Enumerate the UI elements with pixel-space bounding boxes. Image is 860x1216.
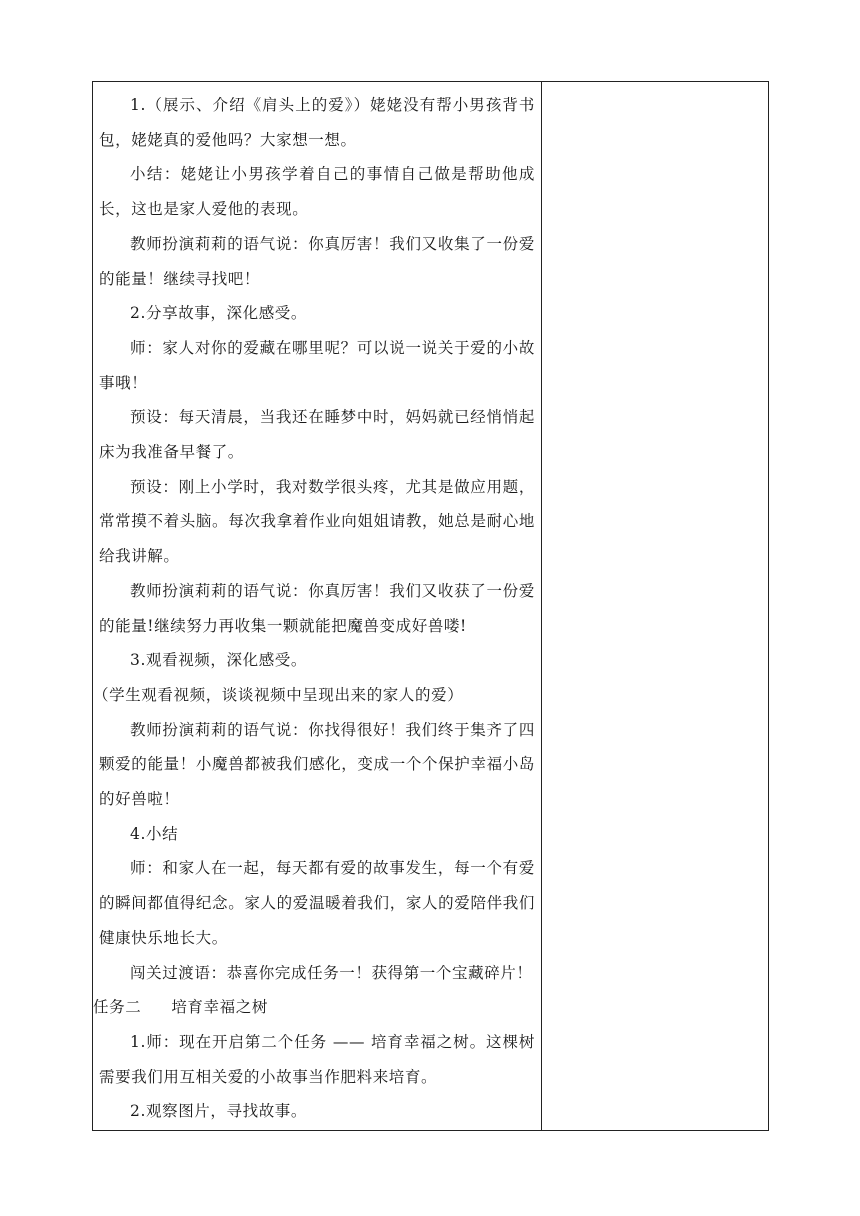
paragraph-4: 2.分享故事，深化感受。 [130,304,307,323]
paragraph-14: 闯关过渡语：恭喜你完成任务一！获得第一个宝藏碎片！ [130,963,533,982]
task-heading [93,990,535,1025]
task-heading-label: 任务二 [93,998,142,1017]
paragraph-16: 2.观察图片，寻找故事。 [130,1102,307,1121]
paragraph-5: 师：家人对你的爱藏在哪里呢？可以说一说关于爱的小故事哦！ [99,338,535,392]
paragraph-15: 1.师：现在开启第二个任务 —— 培育幸福之树。这棵树需要我们用互相关爱的小故事当作肥料来培育。 [99,1032,535,1086]
lesson-content-cell [93,82,542,1130]
paragraph-1: 1.（展示、介绍《肩头上的爱》）姥姥没有帮小男孩背书包，姥姥真的爱他吗？大家想一想。 [99,96,535,149]
notes-cell [542,82,768,1130]
paragraph-3: 教师扮演莉莉的语气说：你真厉害！我们又收集了一份爱的能量！继续寻找吧！ [99,234,535,288]
paragraph-11: 教师扮演莉莉的语气说：你找得很好！我们终于集齐了四颗爱的能量！小魔兽都被我们感化，变成一个个保护幸福小岛的好兽啦！ [99,720,535,809]
paragraph-9: 3.观看视频，深化感受。 [130,651,307,670]
paragraph-2: 小结：姥姥让小男孩学着自己的事情自己做是帮助他成长，这也是家人爱他的表现。 [99,165,535,219]
paragraph-8: 教师扮演莉莉的语气说：你真厉害！我们又收获了一份爱的能量!继续努力再收集一颗就能把魔兽变成好兽喽! [99,581,535,635]
paragraph-13: 师：和家人在一起，每天都有爱的故事发生，每一个有爱的瞬间都值得纪念。家人的爱温暖着我们，家人的爱陪伴我们健康快乐地长大。 [99,859,535,947]
paragraph-6: 预设：每天清晨，当我还在睡梦中时，妈妈就已经悄悄起床为我准备早餐了。 [99,408,535,462]
paragraph-10: （学生观看视频，谈谈视频中呈现出来的家人的爱） [93,685,464,704]
paragraph-12: 4.小结 [130,824,179,843]
task-heading-title: 培育幸福之树 [171,998,268,1017]
paragraph-7: 预设：刚上小学时，我对数学很头疼，尤其是做应用题，常常摸不着头脑。每次我拿着作业向姐姐请教，她总是耐心地给我讲解。 [99,477,535,566]
lesson-table [92,81,769,1131]
